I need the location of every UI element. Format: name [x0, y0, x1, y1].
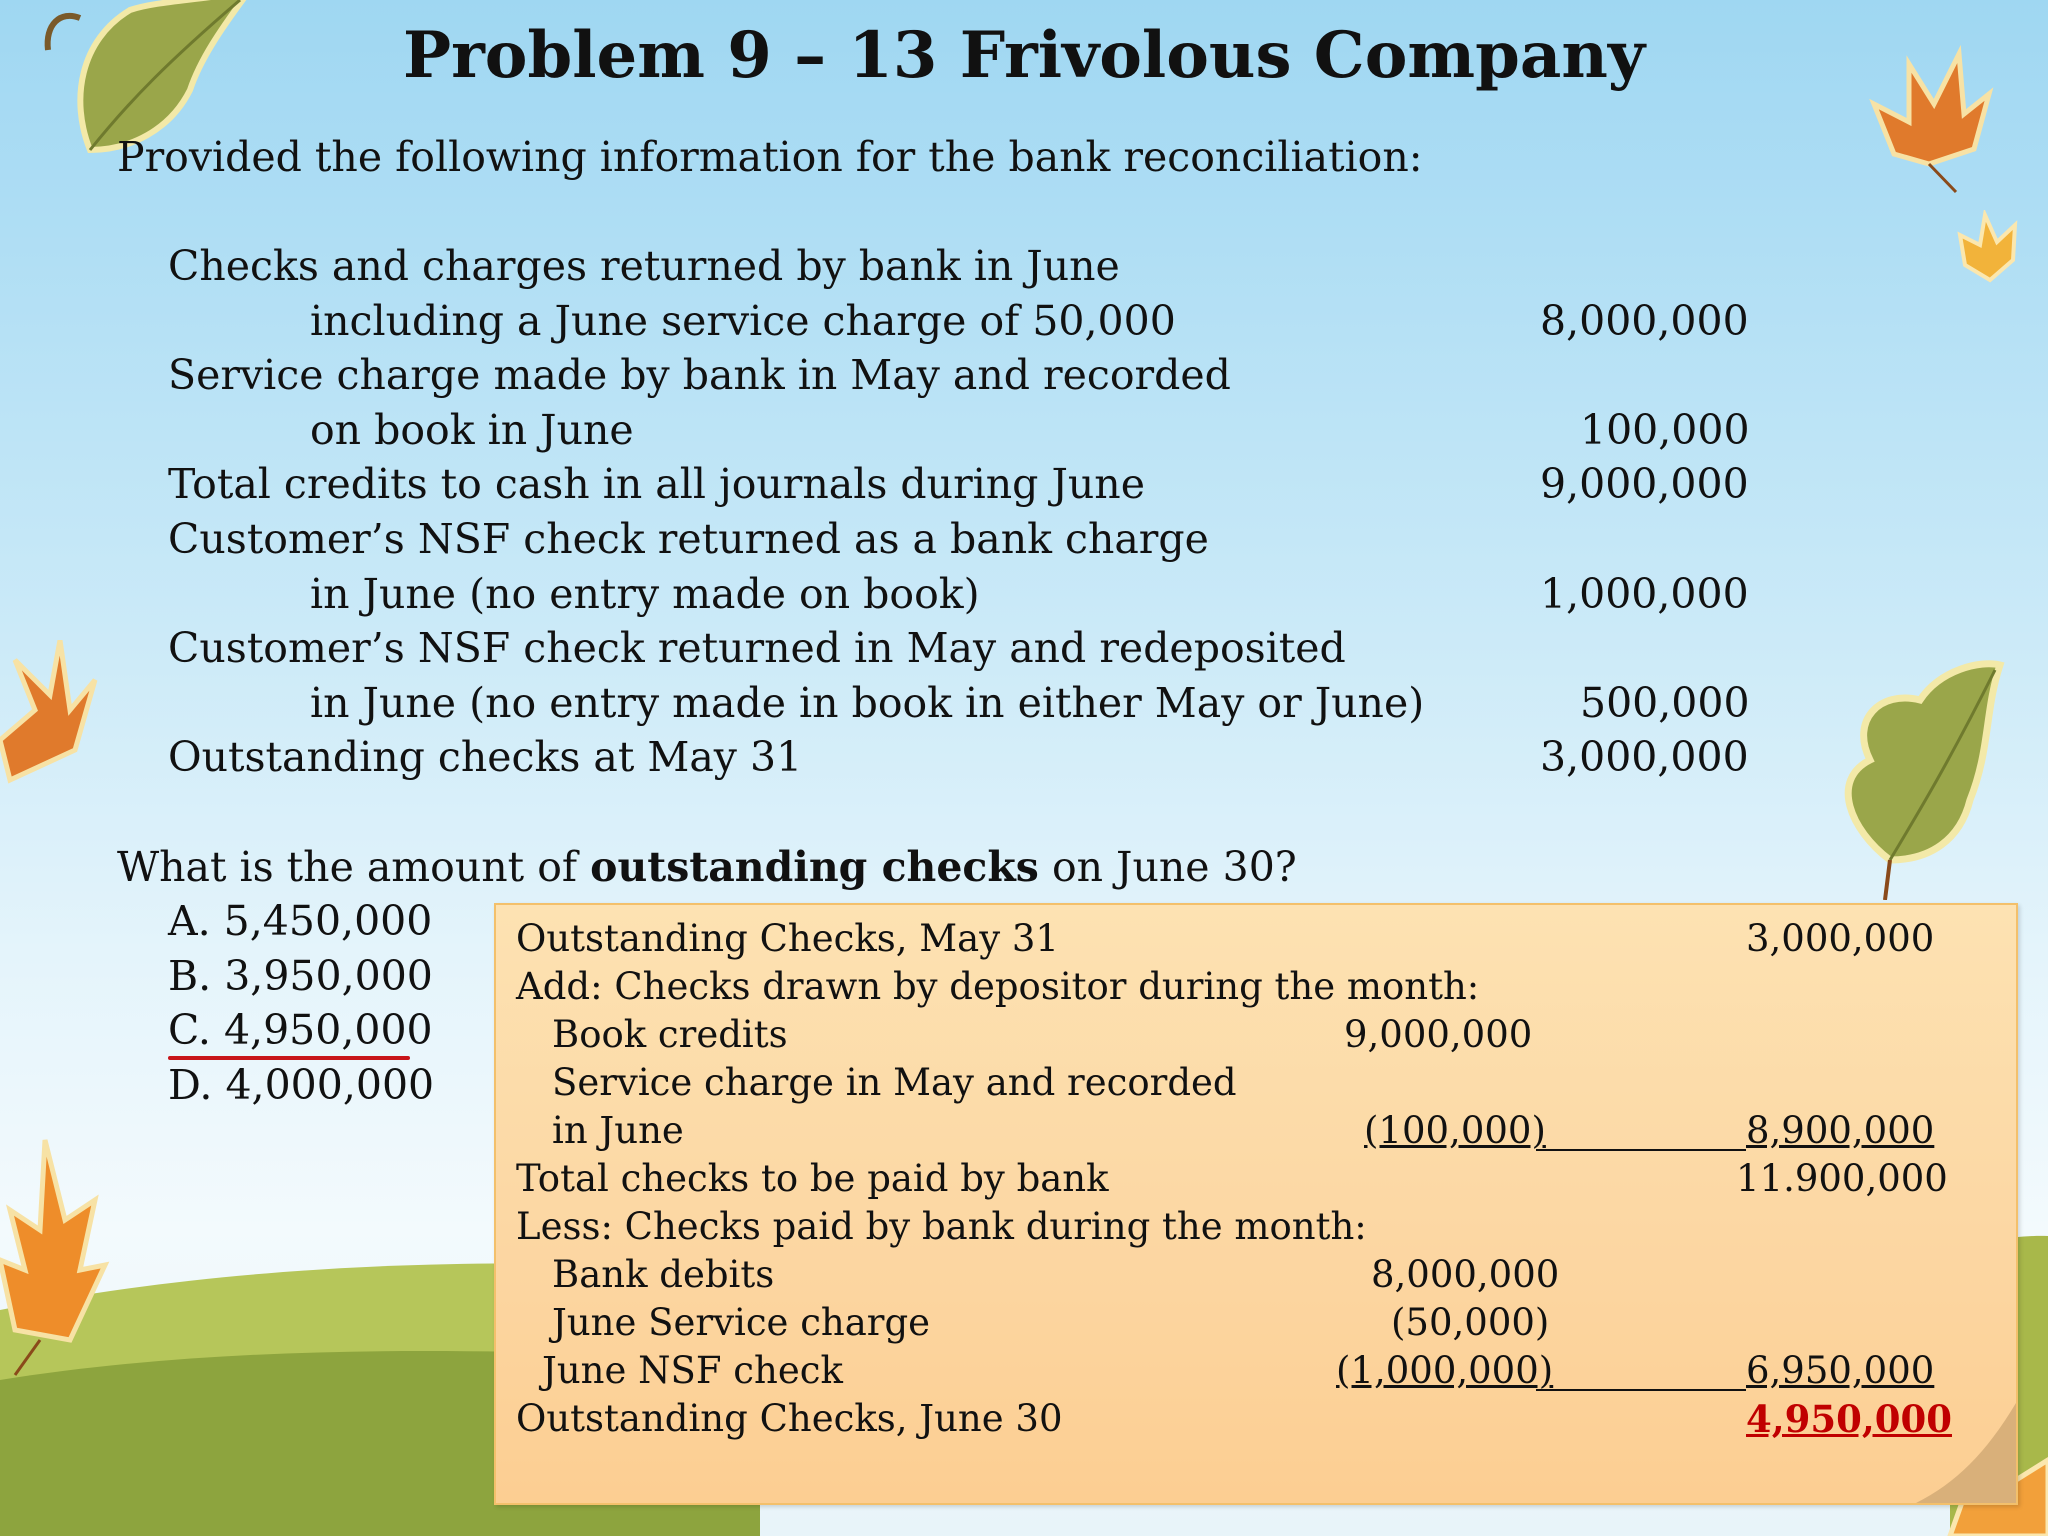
info-line: Customer’s NSF check returned in May and redeposited	[168, 624, 1346, 672]
option-b[interactable]: B. 3,950,000	[168, 952, 433, 1000]
info-amount: 8,000,000	[1540, 297, 1749, 345]
info-line: including a June service charge of 50,000	[310, 297, 1176, 345]
sol-sub: 8,000,000	[1371, 1253, 1560, 1296]
sol-label: in June	[552, 1109, 684, 1152]
sol-sub: (50,000)	[1391, 1301, 1550, 1344]
sol-label: June NSF check	[542, 1349, 843, 1392]
info-line: Customer’s NSF check returned as a bank charge	[168, 515, 1209, 563]
slide-title: Problem 9 – 13 Frivolous Company	[402, 18, 1646, 93]
leaf-orange-left-icon	[0, 640, 100, 810]
sol-total: 6,950,000	[1746, 1349, 1935, 1392]
correct-answer-underline	[168, 1056, 410, 1060]
info-line: on book in June	[310, 406, 634, 454]
sol-total: 11.900,000	[1736, 1157, 1948, 1200]
sol-label: Add: Checks drawn by depositor during the month:	[516, 965, 1480, 1008]
question-pre: What is the amount of	[117, 843, 591, 891]
leaf-orange-bottom-left-icon	[0, 1130, 110, 1380]
info-amount: 500,000	[1580, 679, 1750, 727]
info-line: Total credits to cash in all journals during June	[168, 460, 1145, 508]
info-amount: 3,000,000	[1540, 733, 1749, 781]
page-curl-icon	[1916, 1403, 2016, 1503]
sol-total: 3,000,000	[1746, 917, 1935, 960]
sol-rule	[1536, 1111, 1746, 1151]
option-a[interactable]: A. 5,450,000	[168, 897, 433, 945]
info-line: Outstanding checks at May 31	[168, 733, 803, 781]
question-bold: outstanding checks	[590, 843, 1039, 891]
sol-label: Book credits	[552, 1013, 788, 1056]
info-line: Checks and charges returned by bank in June	[168, 242, 1120, 290]
info-line: in June (no entry made on book)	[310, 570, 980, 618]
sol-total: 8,900,000	[1746, 1109, 1935, 1152]
option-c[interactable]: C. 4,950,000	[168, 1006, 433, 1054]
sol-label: Bank debits	[552, 1253, 775, 1296]
info-amount: 9,000,000	[1540, 460, 1749, 508]
sol-label: Outstanding Checks, May 31	[516, 917, 1059, 960]
leaf-green-right-icon	[1810, 660, 2010, 900]
question-text	[117, 843, 1297, 892]
sol-label: June Service charge	[552, 1301, 931, 1344]
sol-label: Service charge in May and recorded	[552, 1061, 1237, 1104]
question-post: on June 30?	[1038, 843, 1297, 891]
sol-sub: (100,000)	[1364, 1109, 1546, 1152]
solution-box	[494, 903, 2018, 1505]
final-answer: 4,950,000	[1746, 1397, 1952, 1441]
sol-rule	[1536, 1351, 1746, 1391]
intro-text: Provided the following information for the bank reconciliation:	[117, 133, 1423, 181]
sol-label: Less: Checks paid by bank during the month:	[516, 1205, 1367, 1248]
option-d[interactable]: D. 4,000,000	[168, 1061, 435, 1109]
info-amount: 100,000	[1580, 406, 1750, 454]
sol-sub: (1,000,000)	[1336, 1349, 1554, 1392]
sol-sub: 9,000,000	[1344, 1013, 1533, 1056]
info-line: Service charge made by bank in May and recorded	[168, 351, 1231, 399]
info-line: in June (no entry made in book in either May or June)	[310, 679, 1425, 727]
leaf-small-yellow-icon	[1955, 210, 2025, 300]
info-amount: 1,000,000	[1540, 570, 1749, 618]
sol-label: Outstanding Checks, June 30	[516, 1397, 1063, 1440]
sol-label: Total checks to be paid by bank	[516, 1157, 1109, 1200]
